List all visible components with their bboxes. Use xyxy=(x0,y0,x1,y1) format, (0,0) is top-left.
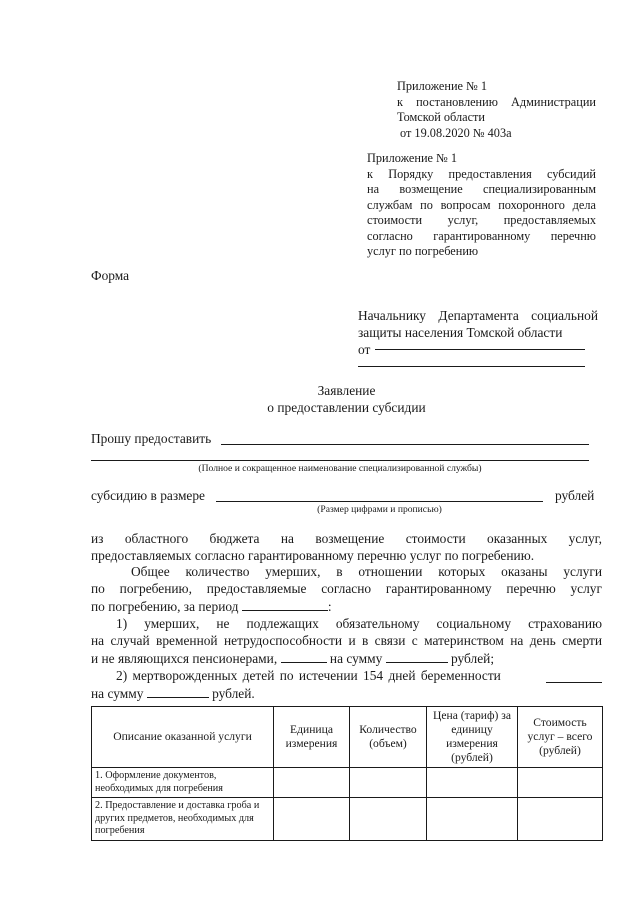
sum-label-2: на сумму xyxy=(91,686,144,702)
approval-2-title: Приложение № 1 xyxy=(367,151,458,165)
column-header: Единица измерения xyxy=(274,707,350,768)
table-cell xyxy=(350,768,427,798)
body-line: на случай временной нетрудоспособности и в связи с материнством на день смерти xyxy=(91,632,602,648)
body-line xyxy=(91,597,602,616)
body-line: из областного бюджета на возмещение стоимости оказанных услуг, xyxy=(91,531,602,546)
org-name-fill-line-2 xyxy=(91,460,589,461)
period-blank xyxy=(242,597,328,611)
page-subtitle: о предоставлении субсидии xyxy=(267,400,426,415)
approval-2-line: службам по вопросам похоронного дела xyxy=(367,197,596,212)
body-line: Общее количество умерших, в отношении которых оказаны услуги xyxy=(131,564,602,580)
addressee-from-label: от xyxy=(358,342,371,357)
table-cell: 2. Предоставление и доставка гроба и других предметов, необходимых для погребения xyxy=(92,798,274,841)
approval-2-line: стоимости услуг, предоставляемых xyxy=(367,213,596,227)
body-line xyxy=(91,649,602,668)
count-blank-1 xyxy=(281,649,327,663)
stillborn-label: 2) мертворожденных детей по истечении 154 дней беременности xyxy=(116,667,501,683)
body-line xyxy=(91,668,602,685)
rubles-label-1: рублей; xyxy=(451,651,495,667)
from-fill-line xyxy=(375,349,585,350)
org-name-caption: (Полное и сокращенное наименование специализированной службы) xyxy=(198,463,482,474)
approval-1-line: Томской области xyxy=(397,110,485,124)
sum-label-1: на сумму xyxy=(329,651,383,667)
column-header: Описание оказанной услуги xyxy=(92,707,274,768)
page-title: Заявление xyxy=(317,383,376,398)
sum-blank-1 xyxy=(386,649,448,663)
table-header-row xyxy=(92,707,603,768)
table-row xyxy=(92,768,603,798)
form-label: Форма xyxy=(91,268,130,283)
request-prefix: Прошу предоставить xyxy=(91,431,212,446)
addressee-line: Начальнику Департамента социальной xyxy=(358,308,598,323)
body-line: по погребению, предоставляемые согласно гарантированному перечню услуг xyxy=(91,580,602,596)
body-line xyxy=(91,684,602,703)
table-cell: 1. Оформление документов, необходимых для погребения xyxy=(92,768,274,798)
approval-2-line: согласно гарантированному перечню xyxy=(367,228,596,243)
sum-blank-2 xyxy=(147,684,209,698)
body-line: предоставляемых согласно гарантированному перечню услуг по погребению. xyxy=(91,547,535,563)
amount-fill-line xyxy=(216,501,543,502)
approval-1-line: от 19.08.2020 № 403а xyxy=(400,125,512,140)
count-blank-2 xyxy=(546,669,602,683)
approval-2-line: к Порядку предоставления субсидий xyxy=(367,166,596,181)
approval-block-1 xyxy=(397,79,596,141)
table-cell xyxy=(518,768,603,798)
amount-caption: (Размер цифрами и прописью) xyxy=(317,504,442,515)
table-cell xyxy=(274,768,350,798)
approval-1-title: Приложение № 1 xyxy=(397,79,488,93)
approval-block-2 xyxy=(367,151,596,260)
table-cell xyxy=(350,798,427,841)
amount-prefix: субсидию в размере xyxy=(91,488,206,503)
org-name-fill-line xyxy=(221,444,589,445)
table-cell xyxy=(427,768,518,798)
approval-2-line: услуг по погребению xyxy=(367,244,479,258)
amount-suffix: рублей xyxy=(555,488,595,503)
approval-1-line: к постановлению Администрации xyxy=(397,94,596,109)
table-cell xyxy=(518,798,603,841)
column-header: Стоимость услуг – всего (рублей) xyxy=(518,707,603,768)
services-table xyxy=(91,706,603,841)
table-row xyxy=(92,798,603,841)
column-header: Количество (объем) xyxy=(350,707,427,768)
addressee-block xyxy=(358,307,598,358)
pensioners-label: и не являющихся пенсионерами, xyxy=(91,651,278,667)
body-line: 1) умерших, не подлежащих обязательному социальному страхованию xyxy=(116,615,602,631)
approval-2-line: на возмещение специализированным xyxy=(367,182,596,196)
column-header: Цена (тариф) за единицу измерения (рублей) xyxy=(427,707,518,768)
heading-block xyxy=(91,382,602,416)
from-fill-line-2 xyxy=(358,366,585,367)
rubles-label-2: рублей. xyxy=(212,686,255,702)
body-text xyxy=(91,531,602,703)
table-cell xyxy=(274,798,350,841)
addressee-line: защиты населения Томской области xyxy=(358,325,563,340)
period-colon: : xyxy=(327,599,332,615)
period-label: по погребению, за период xyxy=(91,599,239,615)
table-cell xyxy=(427,798,518,841)
